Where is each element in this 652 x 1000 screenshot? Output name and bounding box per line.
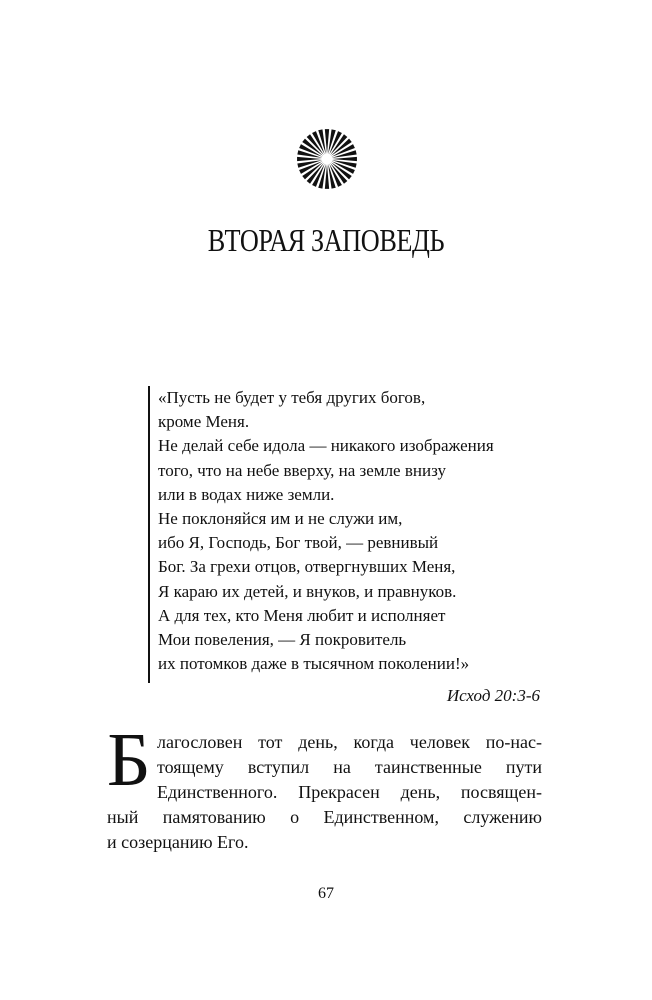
- verse-line: Бог. За грехи отцов, отвергнувших Меня,: [158, 557, 456, 577]
- epigraph-rule: [148, 386, 150, 683]
- verse-line: того, что на небе вверху, на земле внизу: [158, 460, 446, 480]
- paragraph-line: тоящему вступил на таинственные пути: [157, 757, 542, 777]
- epigraph-verse: [158, 386, 494, 676]
- paragraph-line: и созерцанию Его.: [107, 832, 249, 852]
- paragraph-line: Единственного. Прекрасен день, посвящен-: [157, 782, 542, 802]
- paragraph-line: ный памятованию о Единственном, служению: [107, 807, 542, 827]
- page-number: 67: [318, 885, 334, 902]
- verse-line: кроме Меня.: [158, 412, 250, 432]
- verse-line: Не поклоняйся им и не служи им,: [158, 509, 403, 529]
- ornament-ray: [297, 157, 322, 161]
- body-paragraph: [107, 730, 542, 855]
- verse-line: Не делай себе идола — никакого изображения: [158, 436, 494, 456]
- ornament-ray: [325, 164, 329, 189]
- verse-line: ибо Я, Господь, Бог твой, — ревнивый: [158, 533, 439, 553]
- verse-line: «Пусть не будет у тебя других богов,: [158, 388, 426, 407]
- epigraph-source: Исход 20:3-6: [446, 686, 540, 705]
- verse-line: Мои повеления, — Я покровитель: [158, 630, 407, 650]
- ornament-ray: [325, 129, 329, 154]
- verse-line: их потомков даже в тысячном поколении!»: [158, 654, 470, 674]
- verse-line: Я караю их детей, и внуков, и правнуков.: [158, 581, 457, 601]
- ornament-ray: [332, 157, 357, 161]
- drop-cap: Б: [107, 718, 151, 802]
- sunburst-ornament-icon: [296, 128, 358, 190]
- verse-line: или в водах ниже земли.: [158, 484, 335, 504]
- paragraph-line: лагословен тот день, когда человек по-нас-: [157, 732, 542, 752]
- verse-line: А для тех, кто Меня любит и исполняет: [158, 605, 446, 625]
- chapter-title: ВТОРАЯ ЗАПОВЕДЬ: [207, 222, 445, 258]
